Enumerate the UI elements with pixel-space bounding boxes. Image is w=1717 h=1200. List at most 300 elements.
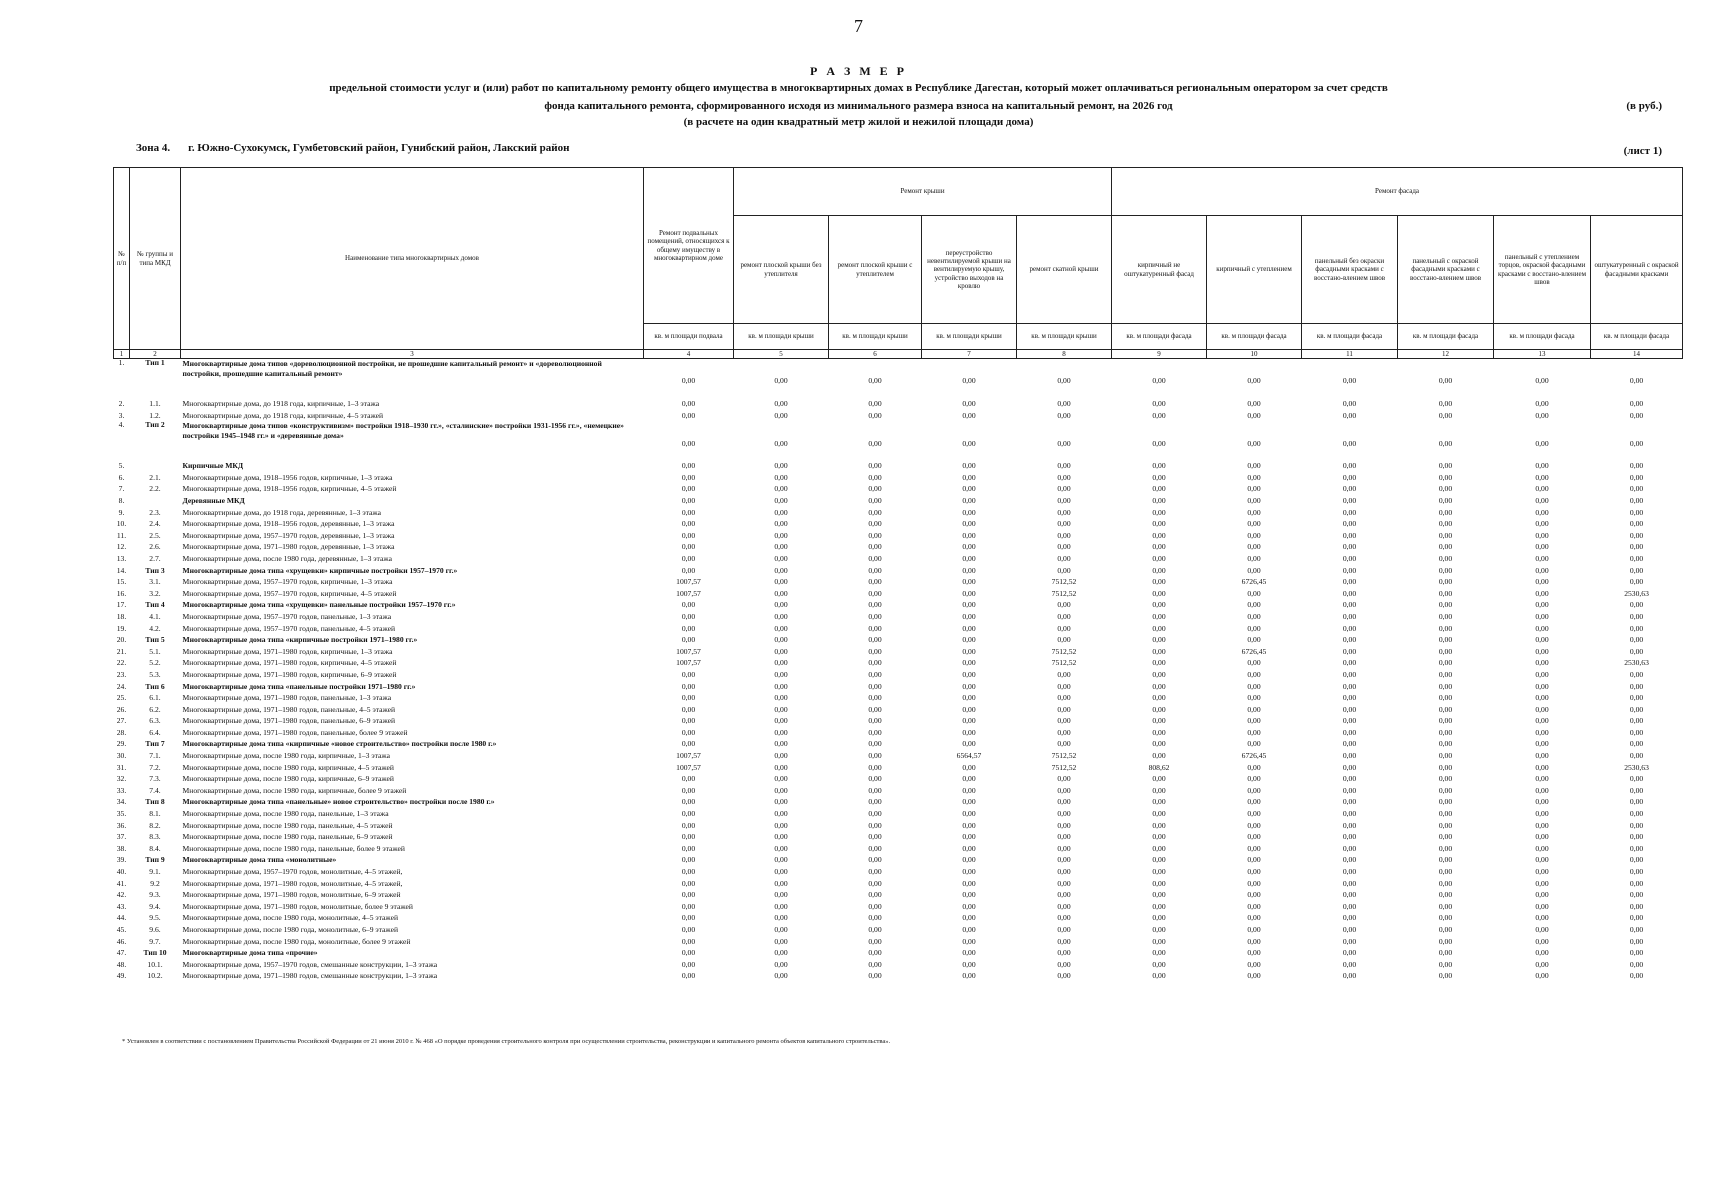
cost-cell: 0,00	[1152, 774, 1166, 784]
cost-cell: 0,00	[962, 797, 976, 807]
table-row	[114, 924, 1683, 936]
cost-cell: 0,00	[1057, 924, 1071, 934]
cost-cell: 0,00	[1535, 948, 1549, 958]
table-row	[114, 808, 1683, 820]
row-number: 30.	[116, 751, 127, 761]
header-roof-ventilated: переустройство невентилируемой крыши на вентилируемую крышу, устройство выходов на кровлю	[922, 216, 1017, 324]
cost-cell: 0,00	[681, 855, 696, 865]
row-name: Многоквартирные дома, 1957–1970 годов, монолитные, 4–5 этажей,	[182, 867, 403, 877]
column-number: 1	[114, 350, 130, 359]
unit-facade: кв. м площади фасада	[1494, 324, 1591, 350]
cost-cell: 0,00	[1247, 948, 1261, 958]
column-number: 12	[1398, 350, 1494, 359]
document-title: Р А З М Е Р	[810, 64, 907, 78]
row-number: 4.	[118, 421, 125, 430]
cost-cell: 0,00	[1247, 635, 1261, 645]
cost-cell: 0,00	[1629, 751, 1644, 761]
cost-cell: 0,00	[1535, 716, 1549, 726]
row-name: Многоквартирные дома, 1971–1980 годов, панельные, более 9 этажей	[182, 727, 408, 737]
cost-cell: 0,00	[1247, 600, 1261, 610]
header-facade-panel: панельный без окраски фасадными красками с восстано-влением швов	[1302, 216, 1398, 324]
cost-cell: 0,00	[681, 438, 696, 448]
cost-table	[113, 167, 1683, 982]
table-row	[114, 588, 1683, 600]
row-group: 5.1.	[149, 646, 161, 656]
cost-cell: 0,00	[1438, 461, 1453, 471]
cost-cell: 0,00	[1438, 785, 1453, 795]
column-number: 10	[1207, 350, 1302, 359]
cost-cell: 0,00	[1247, 797, 1261, 807]
cost-cell: 0,00	[1438, 496, 1453, 506]
cost-cell: 0,00	[774, 878, 788, 888]
row-number: 1.	[118, 358, 125, 368]
cost-cell: 0,00	[681, 832, 696, 842]
cost-cell: 0,00	[774, 855, 788, 865]
cost-cell: 0,00	[1247, 588, 1261, 598]
row-number: 20.	[116, 635, 127, 645]
header-roof-flat: ремонт плоской крыши без утеплителя	[734, 216, 829, 324]
row-group: 6.2.	[149, 704, 161, 714]
cost-cell: 0,00	[962, 484, 976, 494]
cost-cell: 0,00	[1152, 948, 1166, 958]
cost-cell: 0,00	[681, 878, 696, 888]
cost-cell: 0,00	[1247, 762, 1261, 772]
unit-facade: кв. м площади фасада	[1398, 324, 1494, 350]
cost-cell: 0,00	[1057, 635, 1071, 645]
cost-cell: 0,00	[1247, 399, 1261, 409]
cost-cell: 0,00	[1342, 774, 1357, 784]
row-number: 41.	[116, 878, 127, 888]
cost-cell: 0,00	[1057, 600, 1071, 610]
cost-cell: 0,00	[1535, 832, 1549, 842]
cost-cell: 0,00	[1535, 867, 1549, 877]
cost-cell: 0,00	[868, 936, 882, 946]
row-number: 49.	[116, 971, 127, 981]
cost-cell: 0,00	[1535, 507, 1549, 517]
cost-cell: 0,00	[868, 669, 882, 679]
cost-cell: 0,00	[962, 472, 976, 482]
cost-cell: 0,00	[868, 646, 882, 656]
row-name: Многоквартирные дома, 1971–1980 годов, кирпичные, 4–5 этажей	[182, 658, 397, 668]
cost-cell: 0,00	[962, 519, 976, 529]
cost-cell: 0,00	[1342, 669, 1357, 679]
row-number: 11.	[116, 530, 127, 540]
table-row	[114, 750, 1683, 762]
cost-cell: 0,00	[1535, 797, 1549, 807]
cost-cell: 0,00	[774, 635, 788, 645]
row-group	[130, 460, 181, 472]
header-name: Наименование типа многоквартирных домов	[181, 168, 644, 350]
row-group: 4.2.	[149, 623, 161, 633]
row-name: Многоквартирные дома, до 1918 года, кирпичные, 4–5 этажей	[182, 410, 384, 420]
table-row	[114, 565, 1683, 577]
cost-cell: 0,00	[1152, 924, 1166, 934]
cost-cell: 0,00	[1535, 924, 1549, 934]
table-row	[114, 483, 1683, 495]
cost-cell: 0,00	[1247, 565, 1261, 575]
cost-cell: 2530,63	[1624, 762, 1649, 772]
cost-cell: 0,00	[962, 867, 976, 877]
table-row	[114, 912, 1683, 924]
row-group: Тип 7	[145, 739, 165, 749]
cost-cell: 0,00	[681, 410, 696, 420]
cost-cell: 0,00	[962, 878, 976, 888]
cost-cell: 0,00	[1438, 901, 1453, 911]
table-row	[114, 657, 1683, 669]
table-row	[114, 472, 1683, 484]
cost-cell: 0,00	[868, 519, 882, 529]
cost-cell: 0,00	[774, 820, 788, 830]
cost-cell: 0,00	[681, 635, 696, 645]
cost-cell: 0,00	[774, 704, 788, 714]
cost-cell: 0,00	[1152, 669, 1166, 679]
cost-cell: 0,00	[962, 588, 976, 598]
cost-cell: 0,00	[1152, 577, 1166, 587]
cost-cell: 7512,52	[1051, 646, 1077, 656]
cost-cell: 0,00	[681, 553, 696, 563]
cost-cell: 0,00	[1342, 867, 1357, 877]
cost-cell: 0,00	[1438, 530, 1453, 540]
table-row	[114, 553, 1683, 565]
page-number: 7	[854, 16, 863, 36]
cost-cell: 0,00	[1247, 855, 1261, 865]
row-number: 17.	[116, 600, 127, 610]
cost-cell: 1007,57	[676, 658, 701, 668]
table-row	[114, 901, 1683, 913]
cost-cell: 0,00	[1629, 553, 1644, 563]
cost-cell: 0,00	[962, 843, 976, 853]
cost-cell: 0,00	[681, 623, 696, 633]
cost-cell: 7512,52	[1051, 588, 1077, 598]
cost-cell: 0,00	[1438, 693, 1453, 703]
cost-cell: 0,00	[1057, 519, 1071, 529]
header-num: № п/п	[114, 168, 130, 350]
cost-cell: 0,00	[1629, 410, 1644, 420]
cost-cell: 0,00	[681, 867, 696, 877]
cost-cell: 0,00	[681, 785, 696, 795]
cost-cell: 0,00	[774, 553, 788, 563]
cost-cell: 0,00	[1247, 809, 1261, 819]
cost-cell: 0,00	[868, 565, 882, 575]
cost-cell: 0,00	[774, 739, 788, 749]
row-number: 48.	[116, 959, 127, 969]
cost-cell: 0,00	[868, 774, 882, 784]
table-row	[114, 495, 1683, 507]
cost-cell: 0,00	[774, 971, 788, 981]
cost-cell: 0,00	[868, 399, 882, 409]
cost-cell: 0,00	[962, 809, 976, 819]
cost-cell: 0,00	[774, 410, 788, 420]
cost-cell: 0,00	[1438, 971, 1453, 981]
cost-cell: 0,00	[1057, 410, 1071, 420]
cost-cell: 0,00	[1535, 484, 1549, 494]
cost-cell: 0,00	[1629, 739, 1644, 749]
cost-cell: 0,00	[1152, 600, 1166, 610]
cost-cell: 0,00	[1152, 635, 1166, 645]
table-row	[114, 820, 1683, 832]
cost-cell: 0,00	[1247, 438, 1261, 448]
cost-cell: 0,00	[1152, 461, 1166, 471]
cost-cell: 0,00	[1629, 704, 1644, 714]
cost-cell: 0,00	[1342, 565, 1357, 575]
row-number: 31.	[116, 762, 127, 772]
row-name: Многоквартирные дома, 1971–1980 годов, деревянные, 1–3 этажа	[182, 542, 395, 552]
cost-cell: 0,00	[1152, 542, 1166, 552]
table-row	[114, 460, 1683, 472]
cost-cell: 0,00	[868, 704, 882, 714]
row-group: Тип 4	[145, 600, 165, 610]
cost-cell: 0,00	[774, 913, 788, 923]
cost-cell: 0,00	[1247, 936, 1261, 946]
row-group: Тип 9	[145, 855, 165, 865]
cost-cell: 0,00	[1342, 376, 1357, 386]
table-row	[114, 936, 1683, 948]
cost-cell: 0,00	[1342, 646, 1357, 656]
cost-cell: 0,00	[681, 519, 696, 529]
cost-cell: 0,00	[868, 971, 882, 981]
cost-cell: 0,00	[1438, 855, 1453, 865]
row-name: Многоквартирные дома, 1957–1970 годов, кирпичные, 1–3 этажа	[182, 577, 393, 587]
header-facade-brick-insulated: кирпичный с утеплением	[1207, 216, 1302, 324]
cost-cell: 0,00	[1152, 727, 1166, 737]
cost-cell: 0,00	[1535, 913, 1549, 923]
row-number: 23.	[116, 669, 127, 679]
cost-cell: 0,00	[962, 658, 976, 668]
cost-cell: 0,00	[1247, 924, 1261, 934]
cost-cell: 0,00	[1152, 507, 1166, 517]
row-number: 8.	[118, 496, 125, 506]
row-group: 2.5.	[149, 530, 161, 540]
row-name: Многоквартирные дома, 1971–1980 годов, панельные, 4–5 этажей	[182, 704, 396, 714]
cost-cell: 0,00	[1247, 530, 1261, 540]
row-group: 4.1.	[149, 611, 161, 621]
row-name: Многоквартирные дома типа «панельные» новое строительство» постройки после 1980 г.»	[182, 797, 495, 807]
cost-cell: 0,00	[1057, 948, 1071, 958]
cost-cell: 0,00	[1247, 669, 1261, 679]
cost-cell: 0,00	[1342, 948, 1357, 958]
table-row	[114, 634, 1683, 646]
row-name: Многоквартирные дома, 1918–1956 годов, кирпичные, 1–3 этажа	[182, 472, 393, 482]
table-row	[114, 398, 1683, 410]
cost-cell: 0,00	[962, 762, 976, 772]
unit-facade: кв. м площади фасада	[1112, 324, 1207, 350]
row-name: Многоквартирные дома, 1971–1980 годов, панельные, 1–3 этажа	[182, 693, 392, 703]
cost-cell: 0,00	[774, 785, 788, 795]
footnote: * Установлен в соответствии с постановлением Правительства Российской Федерации от 21 июня 2010 г. № 468 «О порядке проведения строительного контроля при осуществлении строительства, реконструкции и капитального ремонта объектов капитального строительства».	[122, 1038, 891, 1045]
cost-cell: 0,00	[1438, 936, 1453, 946]
cost-cell: 0,00	[774, 565, 788, 575]
cost-cell: 0,00	[1438, 577, 1453, 587]
cost-cell: 0,00	[1247, 484, 1261, 494]
cost-cell: 0,00	[774, 542, 788, 552]
cost-cell: 0,00	[1629, 878, 1644, 888]
cost-cell: 6726,45	[1241, 751, 1267, 761]
row-number: 2.	[118, 399, 125, 409]
row-name: Многоквартирные дома, 1957–1970 годов, панельные, 4–5 этажей	[182, 623, 396, 633]
row-name: Многоквартирные дома, после 1980 года, панельные, 6–9 этажей	[182, 832, 393, 842]
row-number: 19.	[116, 623, 127, 633]
row-group: 8.1.	[149, 809, 161, 819]
cost-cell: 0,00	[1535, 472, 1549, 482]
cost-cell: 0,00	[1247, 971, 1261, 981]
cost-cell: 0,00	[1438, 553, 1453, 563]
row-number: 36.	[116, 820, 127, 830]
cost-cell: 0,00	[681, 542, 696, 552]
cost-cell: 0,00	[774, 832, 788, 842]
cost-cell: 0,00	[962, 646, 976, 656]
cost-cell: 0,00	[1247, 410, 1261, 420]
cost-cell: 0,00	[1152, 855, 1166, 865]
cost-cell: 0,00	[1535, 809, 1549, 819]
cost-cell: 0,00	[1342, 484, 1357, 494]
cost-cell: 0,00	[962, 669, 976, 679]
table-row	[114, 646, 1683, 658]
cost-cell: 0,00	[1342, 751, 1357, 761]
cost-cell: 0,00	[1152, 530, 1166, 540]
table-row	[114, 727, 1683, 739]
unit-roof: кв. м площади крыши	[922, 324, 1017, 350]
unit-roof: кв. м площади крыши	[829, 324, 922, 350]
cost-cell: 0,00	[962, 971, 976, 981]
cost-cell: 0,00	[962, 716, 976, 726]
row-group: 6.1.	[149, 693, 161, 703]
header-facade-plastered: оштукатуренный с окраской фасадными красками	[1591, 216, 1683, 324]
cost-cell: 0,00	[1152, 843, 1166, 853]
cost-cell: 0,00	[962, 553, 976, 563]
cost-cell: 0,00	[1535, 762, 1549, 772]
cost-cell: 0,00	[1535, 376, 1549, 386]
cost-cell: 0,00	[1152, 890, 1166, 900]
row-number: 26.	[116, 704, 127, 714]
cost-cell: 0,00	[1438, 376, 1453, 386]
unit-facade: кв. м площади фасада	[1591, 324, 1683, 350]
cost-cell: 0,00	[1438, 890, 1453, 900]
row-name: Многоквартирные дома, до 1918 года, деревянные, 1–3 этажа	[182, 507, 382, 517]
cost-cell: 0,00	[1535, 600, 1549, 610]
cost-cell: 0,00	[962, 565, 976, 575]
table-row	[114, 704, 1683, 716]
cost-cell: 0,00	[868, 693, 882, 703]
cost-cell: 0,00	[962, 959, 976, 969]
cost-cell: 0,00	[774, 484, 788, 494]
header-group: № группы и типа МКД	[130, 168, 181, 350]
cost-cell: 0,00	[1057, 867, 1071, 877]
row-group: 8.3.	[149, 832, 161, 842]
cost-cell: 0,00	[1152, 658, 1166, 668]
cost-cell: 0,00	[774, 623, 788, 633]
cost-cell: 0,00	[1535, 774, 1549, 784]
cost-cell: 0,00	[1629, 843, 1644, 853]
row-name: Многоквартирные дома, после 1980 года, панельные, 1–3 этажа	[182, 809, 389, 819]
cost-cell: 0,00	[868, 739, 882, 749]
cost-cell: 0,00	[1152, 472, 1166, 482]
cost-cell: 0,00	[1057, 704, 1071, 714]
cost-cell: 0,00	[1342, 971, 1357, 981]
zone-heading	[136, 142, 587, 154]
cost-cell: 0,00	[1057, 901, 1071, 911]
row-number: 39.	[116, 855, 127, 865]
cost-cell: 0,00	[868, 410, 882, 420]
cost-cell: 0,00	[1438, 399, 1453, 409]
cost-cell: 0,00	[1629, 635, 1644, 645]
cost-cell: 0,00	[774, 376, 788, 386]
cost-cell: 6726,45	[1241, 646, 1267, 656]
cost-cell: 0,00	[774, 959, 788, 969]
cost-cell: 0,00	[868, 623, 882, 633]
header-facade-group: Ремонт фасада	[1112, 168, 1683, 216]
cost-cell: 0,00	[1535, 658, 1549, 668]
cost-cell: 0,00	[1629, 936, 1644, 946]
cost-cell: 0,00	[1438, 658, 1453, 668]
cost-cell: 0,00	[868, 681, 882, 691]
cost-cell: 0,00	[774, 496, 788, 506]
cost-cell: 0,00	[1247, 890, 1261, 900]
cost-cell: 0,00	[962, 855, 976, 865]
cost-cell: 0,00	[1438, 542, 1453, 552]
column-number: 8	[1017, 350, 1112, 359]
cost-cell: 0,00	[1247, 832, 1261, 842]
row-group: 2.6.	[149, 542, 161, 552]
cost-cell: 0,00	[681, 376, 696, 386]
row-name: Многоквартирные дома, после 1980 года, кирпичные, 6–9 этажей	[182, 774, 394, 784]
row-name: Многоквартирные дома, 1957–1970 годов, деревянные, 1–3 этажа	[182, 530, 395, 540]
row-number: 18.	[116, 611, 127, 621]
cost-cell: 0,00	[1342, 739, 1357, 749]
cost-cell: 0,00	[1342, 496, 1357, 506]
cost-cell: 0,00	[1152, 623, 1166, 633]
cost-cell: 0,00	[1247, 878, 1261, 888]
cost-cell: 0,00	[681, 530, 696, 540]
row-group: Тип 6	[145, 681, 165, 691]
cost-cell: 0,00	[1535, 855, 1549, 865]
cost-cell: 0,00	[868, 855, 882, 865]
cost-cell: 0,00	[868, 959, 882, 969]
row-number: 42.	[116, 890, 127, 900]
cost-cell: 0,00	[962, 890, 976, 900]
cost-cell: 0,00	[1342, 693, 1357, 703]
cost-cell: 0,00	[1629, 971, 1644, 981]
cost-cell: 0,00	[1535, 588, 1549, 598]
cost-cell: 0,00	[1152, 496, 1166, 506]
row-number: 5.	[118, 461, 125, 471]
unit-facade: кв. м площади фасада	[1207, 324, 1302, 350]
column-number: 7	[922, 350, 1017, 359]
table-row	[114, 866, 1683, 878]
cost-cell: 0,00	[1629, 867, 1644, 877]
cost-cell: 2530,63	[1624, 588, 1649, 598]
row-name: Многоквартирные дома, после 1980 года, монолитные, 6–9 этажей	[182, 924, 399, 934]
cost-cell: 0,00	[1438, 611, 1453, 621]
row-name: Многоквартирные дома, 1971–1980 годов, монолитные, более 9 этажей	[182, 901, 413, 911]
cost-cell: 0,00	[774, 438, 788, 448]
cost-cell: 0,00	[1152, 484, 1166, 494]
cost-cell: 0,00	[1535, 623, 1549, 633]
row-number: 13.	[116, 553, 127, 563]
cost-cell: 0,00	[1342, 399, 1357, 409]
header-facade-panel-insulated: панельный с утеплением торцов, окраской фасадными красками с восстано-влением швов	[1494, 216, 1591, 324]
cost-cell: 0,00	[962, 727, 976, 737]
cost-cell: 0,00	[1342, 507, 1357, 517]
cost-cell: 0,00	[1438, 588, 1453, 598]
cost-cell: 0,00	[962, 542, 976, 552]
cost-cell: 0,00	[1057, 774, 1071, 784]
cost-cell: 0,00	[681, 843, 696, 853]
cost-cell: 0,00	[1152, 410, 1166, 420]
cost-cell: 0,00	[1152, 936, 1166, 946]
cost-cell: 0,00	[962, 611, 976, 621]
table-row	[114, 530, 1683, 542]
cost-cell: 0,00	[1535, 843, 1549, 853]
